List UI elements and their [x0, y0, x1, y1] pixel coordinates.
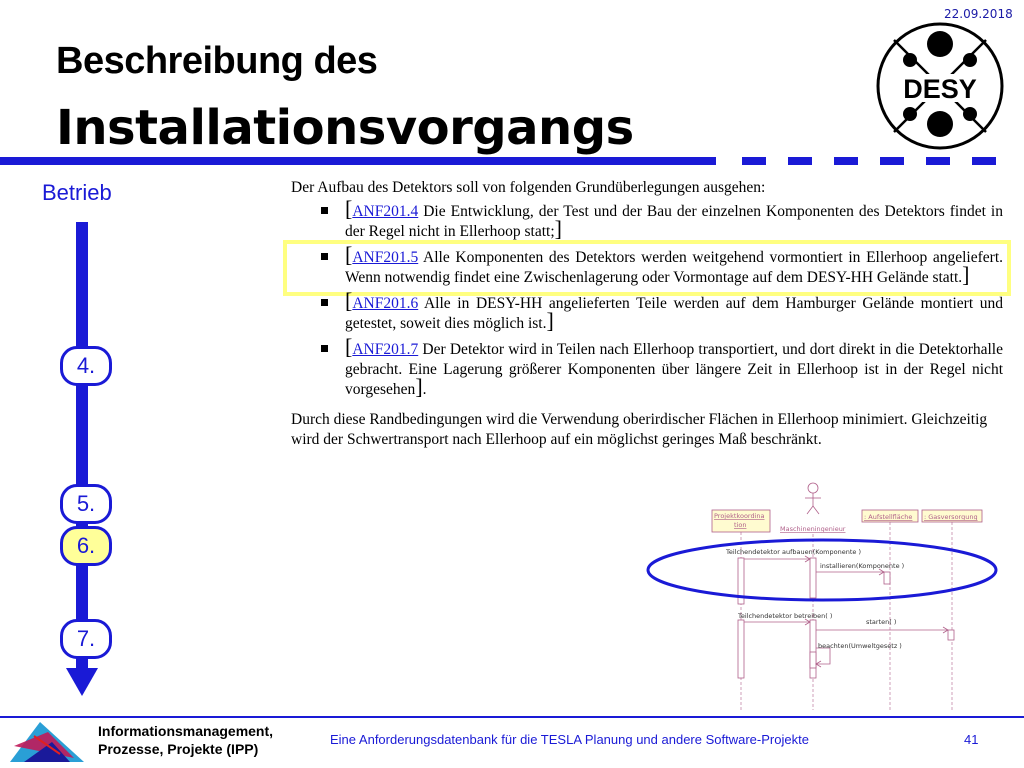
message-label: beachten(Umweltgesetz ): [818, 642, 902, 650]
requirement-item-highlighted: [ANF201.5 Alle Komponenten des Detektors werden weitgehend vormontiert in Ellerhoop angeliefert. Wenn notwendig findet eine Zwischenlagerung oder Vormontage auf dem DESY-HH Gelände statt.]: [291, 248, 1003, 288]
header-dash: [834, 157, 858, 165]
requirement-item: [ANF201.7 Der Detektor wird in Teilen nach Ellerhoop transportiert, und dort direkt in die Detektorhalle gebracht. Eine Lagerung größerer Komponenten über längere Zeit in Ellerhoop ist in der Regel nicht vorgesehen].: [291, 340, 1003, 400]
header-rule: [0, 157, 716, 165]
footer-rule: [0, 716, 1024, 718]
step-7[interactable]: 7.: [60, 619, 112, 659]
footer-title: Eine Anforderungsdatenbank für die TESLA Planung und andere Software-Projekte: [330, 732, 809, 747]
lifeline-label: Maschineningenieur: [780, 525, 846, 533]
requirements-text: [291, 178, 1003, 466]
bullet-icon: [321, 345, 328, 352]
step-6[interactable]: 6.: [60, 526, 112, 566]
message-label: Teilchendetektor aufbauen(Komponente ): [726, 548, 862, 556]
requirement-link[interactable]: ANF201.5: [352, 249, 419, 266]
bullet-icon: [321, 299, 328, 306]
lifeline-label: Projektkoordina: [714, 512, 765, 520]
svg-text:tion: tion: [734, 521, 747, 529]
lifeline-label: : Aufstellfläche: [864, 513, 913, 521]
actor-icon: [805, 483, 821, 514]
header-dash: [742, 157, 766, 165]
arrow-down-icon: [66, 668, 98, 696]
requirement-link[interactable]: ANF201.7: [352, 341, 419, 358]
desy-logo-text: DESY: [903, 74, 977, 104]
outro-text: Durch diese Randbedingungen wird die Verwendung oberirdischer Flächen in Ellerhoop minimiert. Gleichzeitig wird der Schwertransport nach Ellerhoop auf ein möglichst geringes Maß beschränkt.: [291, 411, 988, 448]
lifeline-label: : Gasversorgung: [924, 513, 978, 521]
header-dash: [926, 157, 950, 165]
slide-title-line2: Installationsvorgangs: [56, 100, 634, 156]
header-dash: [788, 157, 812, 165]
message-label: installieren(Komponente ): [820, 562, 905, 570]
step-4[interactable]: 4.: [60, 346, 112, 386]
slide-title-line1: Beschreibung des: [56, 40, 378, 82]
slide-date: 22.09.2018: [944, 7, 1013, 21]
requirement-text: Alle in DESY-HH angelieferten Teile werden auf dem Hamburger Gelände montiert und getestet, soweit dies möglich ist.: [345, 295, 1003, 332]
bullet-icon: [321, 207, 328, 214]
requirement-text: Der Detektor wird in Teilen nach Ellerhoop transportiert, und dort direkt in die Detektorhalle gebracht. Eine Lagerung größerer Komponenten über längere Zeit in Ellerhoop ist in der Regel nicht vorgesehen: [345, 341, 1003, 398]
intro-text: Der Aufbau des Detektors soll von folgenden Grundüberlegungen ausgehen:: [291, 179, 766, 196]
step-5[interactable]: 5.: [60, 484, 112, 524]
org-name: [98, 722, 273, 758]
process-arrow: [76, 222, 88, 672]
header-dash: [972, 157, 996, 165]
org-name-line1: Informationsmanagement,: [98, 723, 274, 739]
message-label: Teilchendetektor betreiben( ): [738, 612, 833, 620]
header-dash: [880, 157, 904, 165]
requirement-item: [ANF201.4 Die Entwicklung, der Test und der Bau der einzelnen Komponenten des Detektors findet in der Regel nicht in Ellerhoop statt;]: [291, 202, 1003, 242]
desy-logo: [874, 20, 1006, 152]
message-label: starten( ): [866, 618, 897, 626]
requirement-link[interactable]: ANF201.6: [352, 295, 419, 312]
org-name-line2: Prozesse, Projekte (IPP): [98, 741, 259, 757]
page-number: 41: [964, 732, 979, 747]
bullet-icon: [321, 253, 328, 260]
ipp-logo: [4, 718, 90, 766]
sequence-diagram: [620, 480, 1000, 710]
requirement-link[interactable]: ANF201.4: [352, 203, 419, 220]
requirement-item: [ANF201.6 Alle in DESY-HH angelieferten Teile werden auf dem Hamburger Gelände montiert und getestet, soweit dies möglich ist.]: [291, 294, 1003, 334]
requirement-text: Alle Komponenten des Detektors werden weitgehend vormontiert in Ellerhoop angeliefert. Wenn notwendig findet eine Zwischenlagerung oder Vormontage auf dem DESY-HH Gelände statt.: [345, 249, 1003, 286]
process-phase-label: Betrieb: [42, 180, 112, 205]
requirement-text: Die Entwicklung, der Test und der Bau der einzelnen Komponenten des Detektors findet in der Regel nicht in Ellerhoop statt;: [345, 203, 1003, 240]
